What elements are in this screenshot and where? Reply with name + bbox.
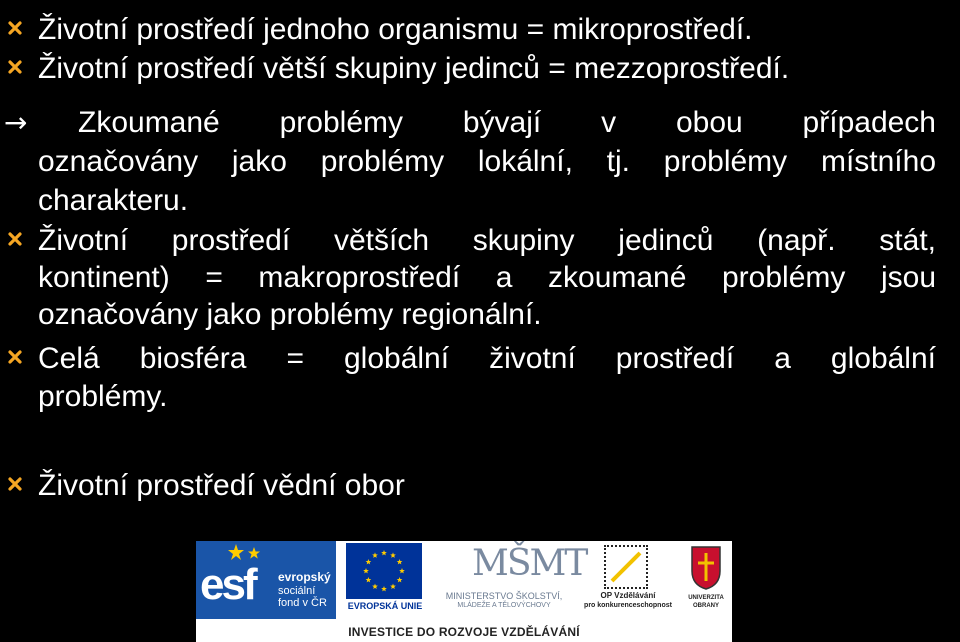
- eu-star-icon: [397, 577, 403, 582]
- op-emblem-icon: [604, 545, 648, 589]
- eu-star-icon: [363, 568, 369, 573]
- esf-logo: [196, 541, 336, 619]
- uo-line2: OBRANY: [692, 603, 719, 609]
- cross-bullet-icon: [8, 350, 22, 364]
- eu-star-icon: [390, 584, 396, 589]
- funding-caption: INVESTICE DO ROZVOJE VZDĚLÁVÁNÍ: [348, 625, 580, 639]
- eu-star-icon: [372, 584, 378, 589]
- op-logo: [580, 541, 676, 619]
- uo-line1: UNIVERZITA: [688, 595, 724, 601]
- esf-line2: sociální: [278, 585, 316, 597]
- cross-bullet-icon: [8, 477, 22, 491]
- eu-star-icon: [366, 559, 372, 564]
- bullet-text-line: kontinent) = makroprostředí a zkoumané problémy jsou: [38, 261, 936, 294]
- msmt-mark: MŠMT: [472, 543, 587, 584]
- bullet-text: Životní prostředí větší skupiny jedinců = mezzoprostředí.: [38, 52, 790, 85]
- eu-star-icon: [372, 552, 378, 557]
- msmt-line1: MINISTERSTVO ŠKOLSTVÍ,: [445, 591, 563, 601]
- bullet-text-line: označovány jako problémy regionální.: [38, 298, 542, 331]
- eu-flag-icon: [346, 543, 422, 599]
- msmt-line2: MLÁDEŽE A TĚLOVÝCHOVY: [457, 602, 551, 609]
- bullet-text-line: Životní prostředí větších skupiny jedinců (např. stát,: [38, 224, 936, 257]
- university-shield-icon: [690, 545, 722, 591]
- bullet-text: Životní prostředí jednoho organismu = mikroprostředí.: [38, 13, 753, 46]
- right-arrow-icon: →: [4, 106, 28, 139]
- cross-bullet-icon: [8, 60, 22, 74]
- eu-logo: [340, 541, 430, 619]
- eu-star-icon: [366, 577, 372, 582]
- cross-bullet-icon: [8, 232, 22, 246]
- esf-line3: fond v ČR: [278, 597, 327, 609]
- op-line1: OP Vzdělávání: [600, 591, 656, 600]
- bullet-text-line: problémy.: [38, 380, 168, 413]
- eu-caption: EVROPSKÁ UNIE: [347, 601, 423, 611]
- eu-star-icon: [381, 586, 387, 591]
- uo-logo: [680, 541, 732, 619]
- bullet-text: Životní prostředí vědní obor: [38, 469, 405, 502]
- funding-logo-strip: [196, 541, 732, 642]
- bullet-text-line: Celá biosféra = globální životní prostředí a globální: [38, 342, 936, 375]
- op-line2: pro konkurenceschopnost: [584, 602, 672, 609]
- bullet-text-line: označovány jako problémy lokální, tj. problémy místního: [38, 145, 936, 178]
- eu-star-icon: [399, 568, 405, 573]
- bullet-text-line: charakteru.: [38, 184, 189, 217]
- bullet-text-line: Zkoumané problémy bývají v obou případech: [78, 106, 936, 139]
- msmt-logo: [442, 541, 587, 619]
- esf-line1: evropský: [278, 570, 331, 584]
- eu-star-icon: [381, 550, 387, 555]
- esf-wordmark: esf: [200, 560, 255, 609]
- eu-star-icon: [390, 552, 396, 557]
- cross-bullet-icon: [8, 21, 22, 35]
- eu-star-icon: [397, 559, 403, 564]
